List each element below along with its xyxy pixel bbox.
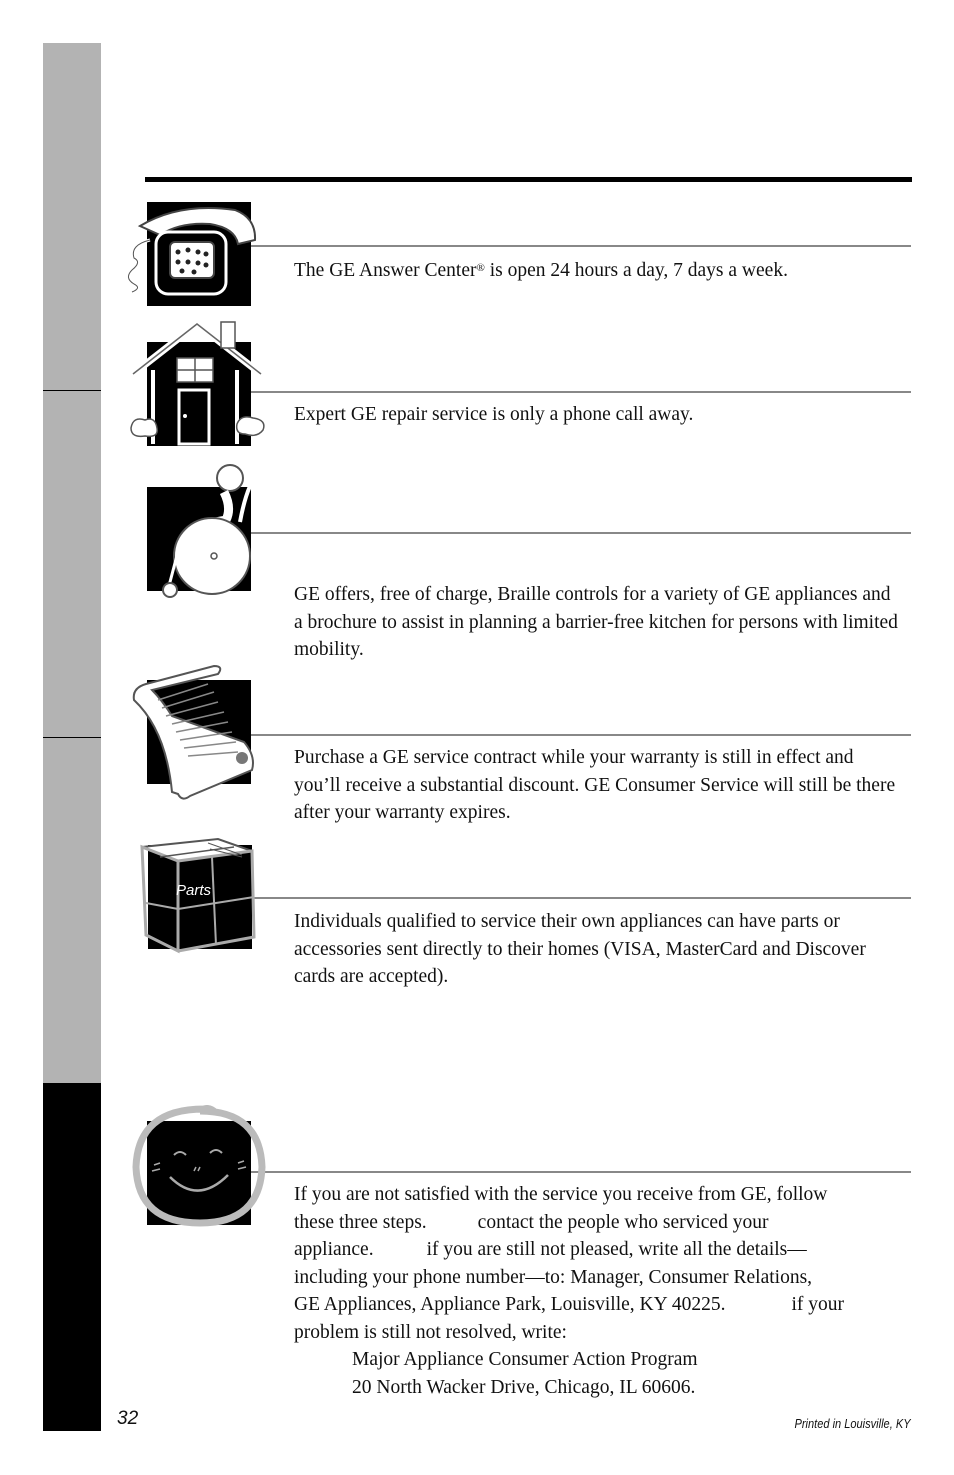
- parts-label: Parts: [176, 882, 212, 899]
- sidebar-tab-active: [43, 1083, 101, 1431]
- sidebar-tab-2: [43, 391, 101, 737]
- printed-location: Printed in Louisville, KY: [794, 1416, 911, 1431]
- section-rule: [250, 1171, 911, 1173]
- repair-service-text: Expert GE repair service is only a phone call away.: [294, 404, 694, 425]
- sidebar-tab-1: [43, 43, 101, 390]
- address-line-2: 20 North Wacker Drive, Chicago, IL 60606.: [352, 1376, 696, 1398]
- section-rule: [250, 897, 911, 899]
- sidebar-tab-3: [43, 738, 101, 1083]
- house-icon: [125, 320, 270, 448]
- consumer-relations-text: If you are not satisfied with the service you receive from GE, follow these three steps. contact the people who serviced your appliance. if you are still not pleased, write all the details— including your phone number—to: Manager, Consumer Relations, GE Appliances, Appliance Park, Louisville, KY 40225. if your problem is still not resolved, write: Major Appliance Consumer Action Program 20 North Wacker Drive, Chicago, IL 60606.: [294, 1181, 904, 1401]
- section-rule: [250, 391, 911, 393]
- telephone-icon: [120, 200, 260, 310]
- header-rule: [145, 177, 912, 182]
- parts-box-icon: [138, 835, 260, 955]
- section-rule: [250, 734, 911, 736]
- answer-center-text: The GE Answer Center® is open 24 hours a day, 7 days a week.: [294, 260, 788, 281]
- parts-accessories-text: Individuals qualified to service their own appliances can have parts or accessories sent directly to their homes (VISA, MasterCard and Discover cards are accepted).: [294, 911, 866, 987]
- section-rule: [250, 245, 911, 247]
- braille-controls-text: GE offers, free of charge, Braille controls for a variety of GE appliances and a brochure to assist in planning a barrier-free kitchen for persons with limited mobility.: [294, 584, 898, 660]
- smiley-face-icon: [130, 1105, 270, 1230]
- contract-scroll-icon: [128, 660, 268, 805]
- page-number: 32: [117, 1408, 139, 1429]
- section-rule: [250, 532, 911, 534]
- address-line-1: Major Appliance Consumer Action Program: [352, 1349, 698, 1370]
- service-contract-text: Purchase a GE service contract while your warranty is still in effect and you’ll receive a substantial discount. GE Consumer Service will still be there after your warranty expires.: [294, 747, 896, 823]
- wheelchair-icon: [140, 460, 265, 602]
